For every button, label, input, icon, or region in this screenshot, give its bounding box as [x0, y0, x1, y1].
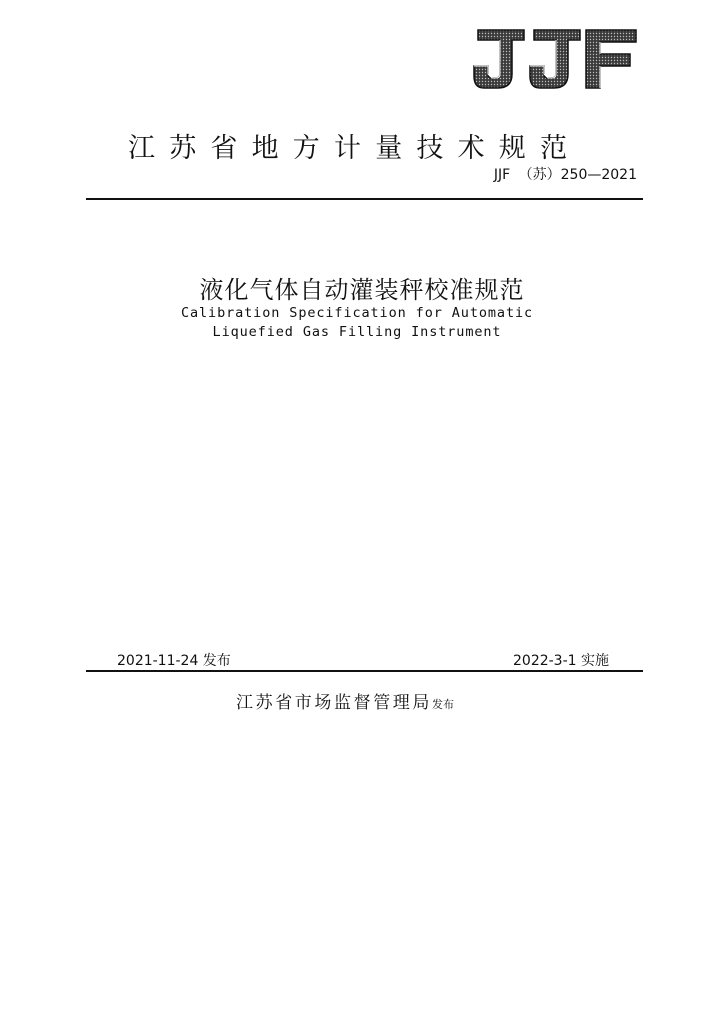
document-title-chinese: 液化气体自动灌装秤校准规范: [199, 276, 525, 304]
document-title-english-line2: Liquefied Gas Filling Instrument: [212, 324, 502, 340]
standard-code: JJF （苏）250—2021: [493, 167, 637, 183]
issue-date: 2021-11-24 发布: [117, 653, 231, 669]
publisher-name: 江苏省市场监督管理局: [236, 693, 432, 713]
document-title-english-line1: Calibration Specification for Automatic: [180, 305, 534, 321]
publisher-suffix: 发布: [432, 698, 454, 711]
jjf-logo: [472, 26, 638, 92]
org-standard-title: 江苏省地方计量技术规范: [128, 133, 582, 164]
publisher: [236, 688, 454, 713]
header-divider: [86, 198, 643, 200]
footer-divider: [86, 670, 643, 672]
implementation-date: 2022-3-1 实施: [513, 653, 609, 669]
